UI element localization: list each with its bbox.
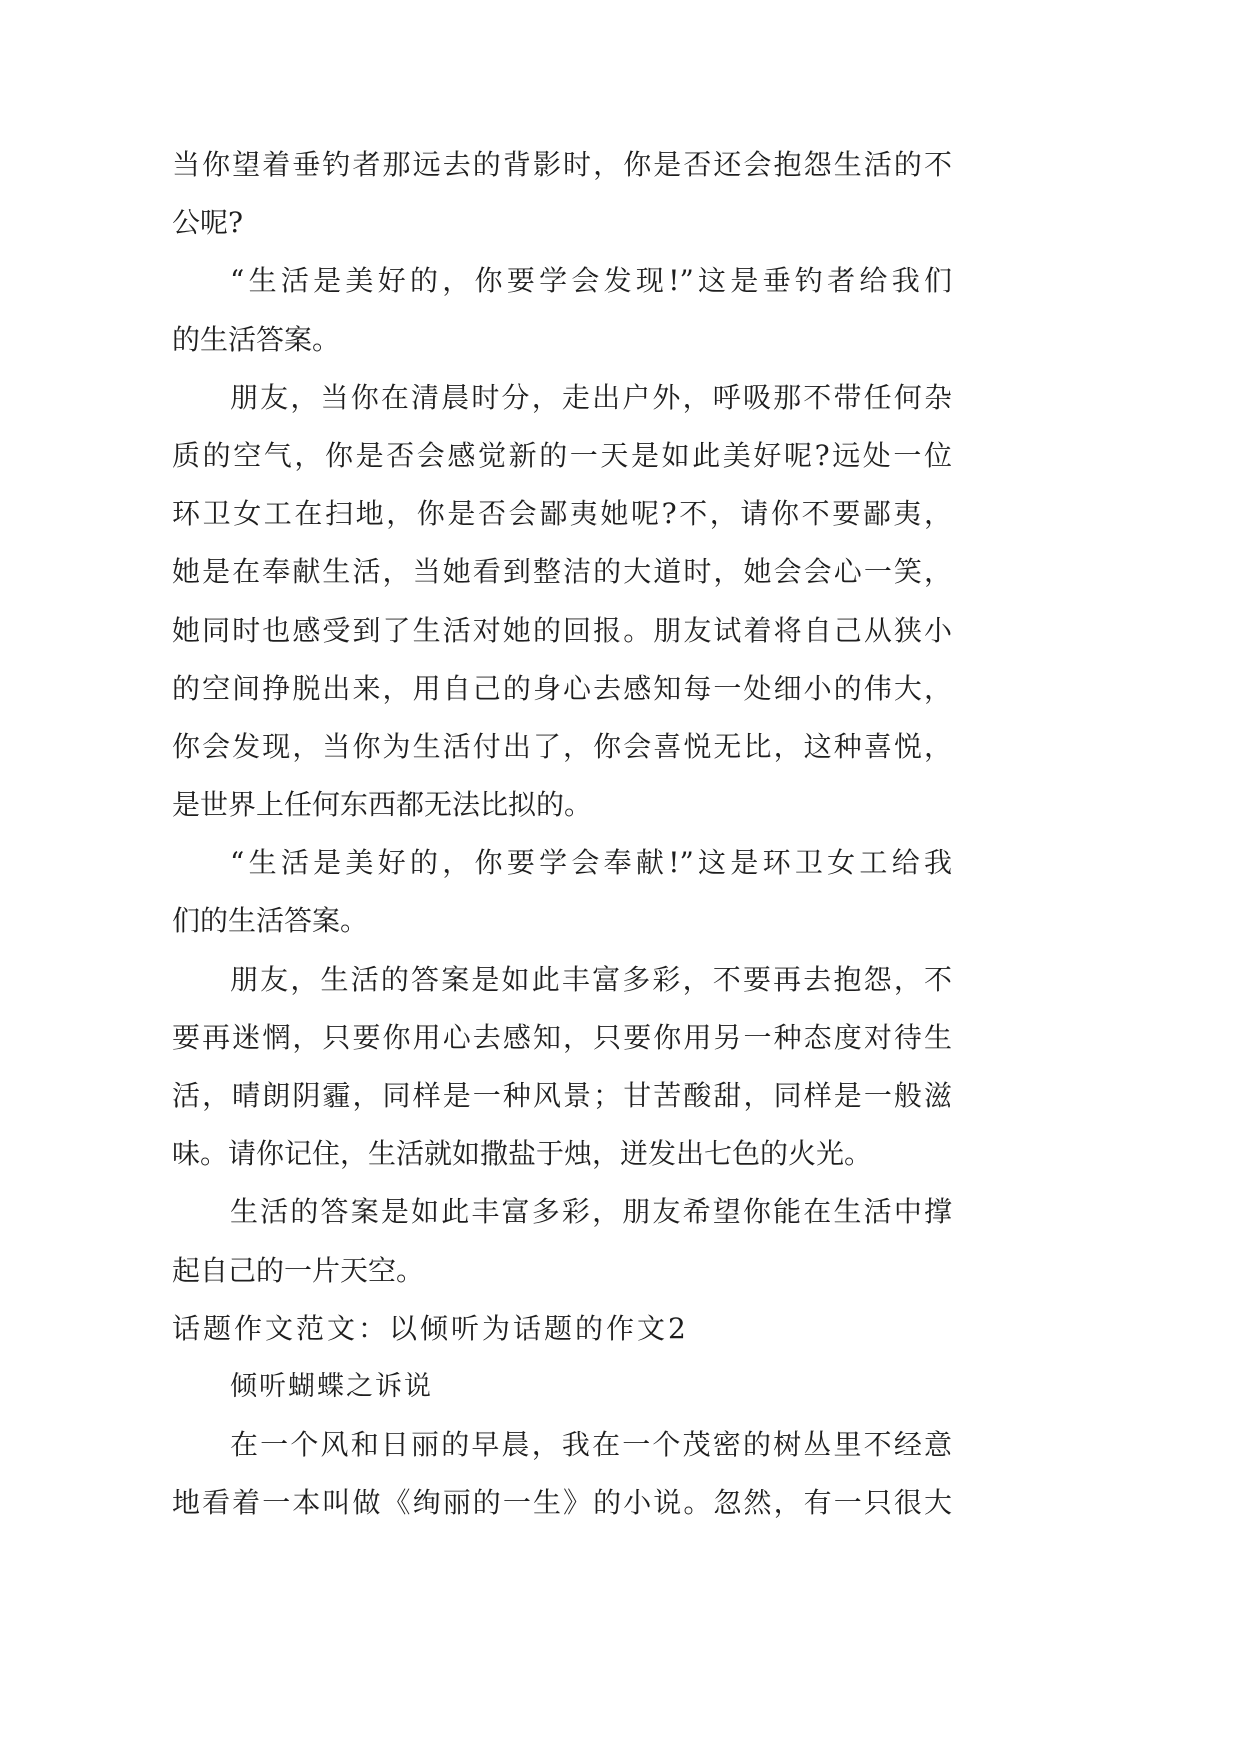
paragraph-line: 环卫女工在扫地，你是否会鄙夷她呢?不，请你不要鄙夷， xyxy=(172,497,952,531)
paragraph-line: 在一个风和日丽的早晨，我在一个茂密的树丛里不经意 xyxy=(230,1428,952,1462)
paragraph xyxy=(172,951,952,1184)
paragraph-line: 活，晴朗阴霾，同样是一种风景；甘苦酸甜，同样是一般滋 xyxy=(172,1079,952,1112)
essay-heading: 话题作文范文：以倾听为话题的作文2 xyxy=(172,1311,689,1345)
paragraph-line: 味。请你记住，生活就如撒盐于烛，迸发出七色的火光。 xyxy=(172,1137,873,1171)
essay-title: 倾听蝴蝶之诉说 xyxy=(230,1370,433,1402)
paragraph-line: 起自己的一片天空。 xyxy=(172,1253,425,1287)
paragraph-line: 们的生活答案。 xyxy=(172,904,369,938)
paragraph-line: 你会发现，当你为生活付出了，你会喜悦无比，这种喜悦， xyxy=(172,729,952,763)
paragraph xyxy=(172,252,952,368)
paragraph-line: 公呢? xyxy=(172,206,244,240)
paragraph-line: 是世界上任何东西都无法比拟的。 xyxy=(172,788,593,822)
paragraph-line: 她是在奉献生活，当她看到整洁的大道时，她会会心一笑， xyxy=(172,555,952,589)
paragraph xyxy=(172,834,952,950)
paragraph-line: 她同时也感受到了生活对她的回报。朋友试着将自己从狭小 xyxy=(172,613,952,647)
paragraph xyxy=(172,136,952,252)
paragraph-line: 要再迷惘，只要你用心去感知，只要你用另一种态度对待生 xyxy=(172,1020,952,1054)
paragraph-line: “生活是美好的，你要学会奉献!”这是环卫女工给我 xyxy=(230,846,952,880)
paragraph-line: “生活是美好的，你要学会发现!”这是垂钓者给我们 xyxy=(230,264,952,298)
paragraph-line: 生活的答案是如此丰富多彩，朋友希望你能在生活中撑 xyxy=(230,1195,952,1229)
paragraph-line: 的生活答案。 xyxy=(172,322,341,356)
paragraph xyxy=(172,369,952,835)
paragraph xyxy=(172,1416,952,1532)
paragraph-line: 地看着一本叫做《绚丽的一生》的小说。忽然，有一只很大 xyxy=(172,1486,952,1520)
paragraph-line: 朋友，生活的答案是如此丰富多彩，不要再去抱怨，不 xyxy=(230,962,952,996)
paragraph-line: 朋友，当你在清晨时分，走出户外，呼吸那不带任何杂 xyxy=(230,380,952,414)
paragraph-line: 质的空气，你是否会感觉新的一天是如此美好呢?远处一位 xyxy=(172,438,952,472)
paragraph-line: 的空间挣脱出来，用自己的身心去感知每一处细小的伟大， xyxy=(172,671,952,705)
paragraph xyxy=(172,1183,952,1299)
document-body xyxy=(172,136,952,1533)
paragraph-line: 当你望着垂钓者那远去的背影时，你是否还会抱怨生活的不 xyxy=(172,148,952,181)
